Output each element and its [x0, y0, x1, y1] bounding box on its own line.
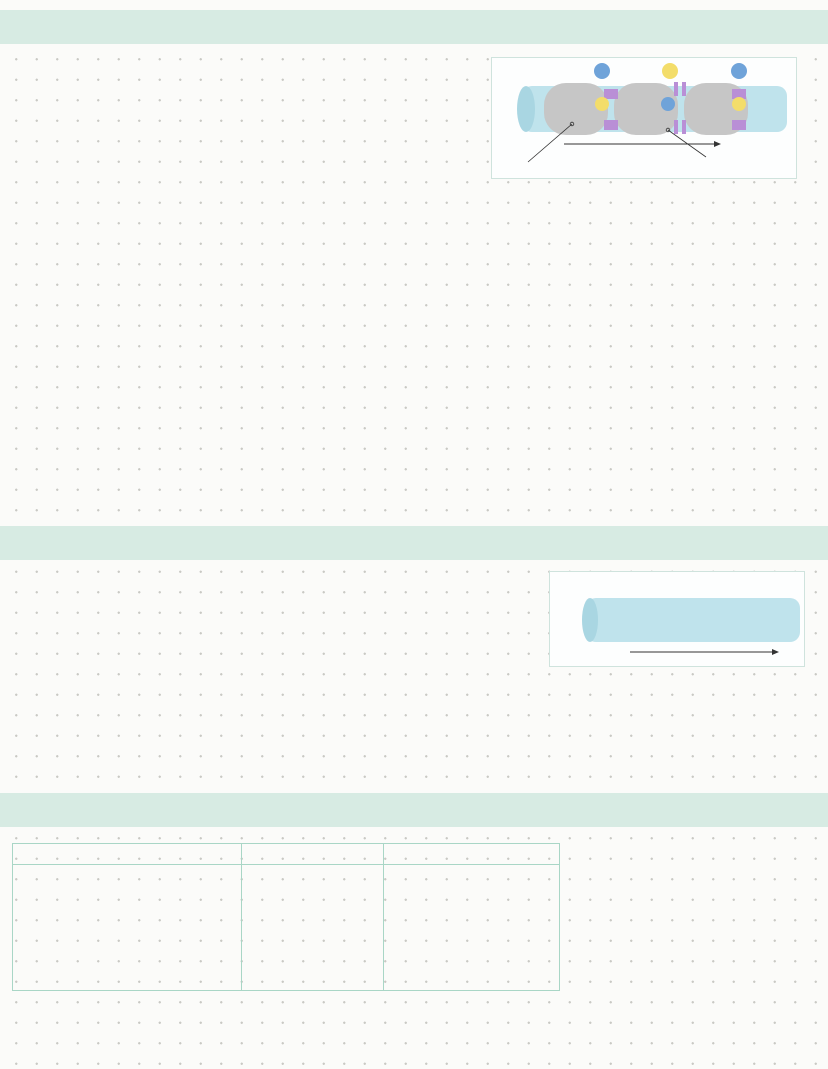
na-channel [674, 82, 678, 96]
minus-ion [595, 97, 609, 111]
na-ion [594, 63, 610, 79]
na-channel [682, 82, 686, 96]
saltatory-diagram-svg [492, 58, 798, 180]
direction-arrowhead [714, 141, 721, 147]
na-ion [661, 97, 675, 111]
section2-title-band [0, 526, 828, 560]
na-ion [731, 63, 747, 79]
direction-arrowhead [772, 649, 779, 655]
minus-ion [732, 97, 746, 111]
na-channel [732, 120, 746, 130]
table-column-divider [241, 844, 242, 990]
table-header-divider [13, 864, 559, 865]
axon-tube [586, 598, 800, 642]
na-channel [604, 89, 618, 99]
na-channel [604, 120, 618, 130]
na-channel [682, 120, 686, 134]
section3-title-band [0, 793, 828, 827]
section1-title-band [0, 10, 828, 44]
table-column-divider [383, 844, 384, 990]
continuous-diagram-svg [550, 572, 806, 668]
axon-end [582, 598, 598, 642]
saltatory-diagram [491, 57, 797, 179]
minus-ion [662, 63, 678, 79]
comparison-table [12, 843, 560, 991]
axon-end [517, 86, 535, 132]
continuous-diagram [549, 571, 805, 667]
na-channel [674, 120, 678, 134]
